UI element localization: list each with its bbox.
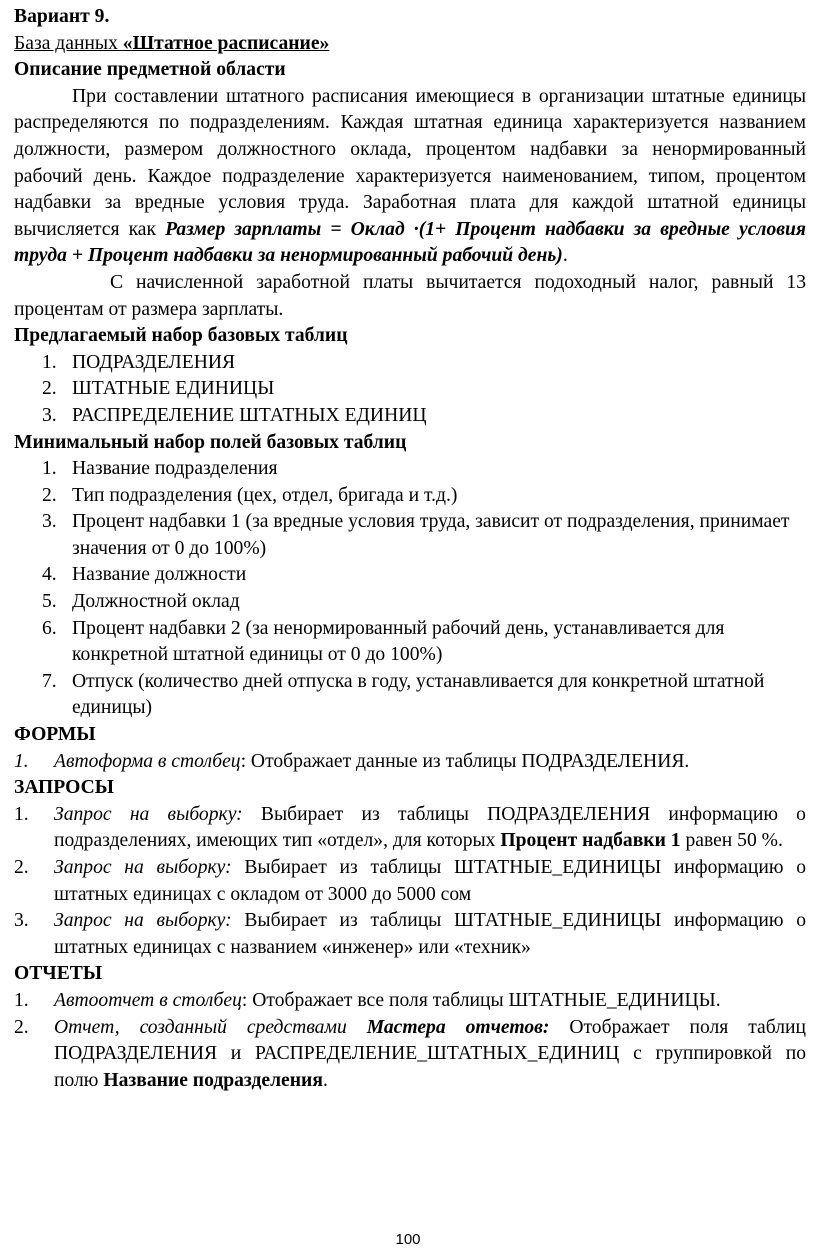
description-paragraph-1 (14, 84, 806, 270)
item-number: 3. (42, 404, 57, 426)
item-label-bold: Мастера отчетов: (366, 1016, 550, 1038)
list-item (14, 802, 806, 855)
item-text: ШТАТНЫЕ ЕДИНИЦЫ (72, 378, 275, 400)
item-label: Отчет, созданный средствами (54, 1016, 367, 1038)
list-item (14, 988, 806, 1015)
list-item (14, 616, 806, 669)
item-label: Автоотчет в столбец (54, 989, 242, 1011)
item-text: Отображает поля таблиц ПОДРАЗДЕЛЕНИЯ и РАСПРЕДЕЛЕНИЕ_ШТАТНЫХ_ЕДИНИЦ с группировкой по полю (54, 1016, 806, 1091)
list-item (14, 509, 806, 562)
item-number: 1. (14, 989, 29, 1011)
description-heading: Описание предметной области (14, 59, 286, 81)
item-number: 1. (14, 750, 29, 772)
item-text: Выбирает из таблицы ШТАТНЫЕ_ЕДИНИЦЫ информацию о штатных единицах с окладом от 3000 до 5000 сом (54, 857, 807, 905)
item-number: 3. (42, 511, 57, 533)
item-number: 6. (42, 617, 57, 639)
item-text: РАСПРЕДЕЛЕНИЕ ШТАТНЫХ ЕДИНИЦ (72, 404, 427, 426)
tables-heading: Предлагаемый набор базовых таблиц (14, 325, 348, 347)
item-number: 1. (42, 458, 57, 480)
item-tail: . (322, 1069, 328, 1091)
item-number: 4. (42, 564, 57, 586)
db-name: «Штатное расписание» (122, 32, 330, 54)
list-item (14, 589, 806, 616)
variant-title: Вариант 9. (14, 6, 110, 27)
list-item (14, 376, 806, 403)
db-prefix: База данных (14, 32, 123, 54)
item-label: Запрос на выборку: (54, 857, 232, 878)
item-bold: Процент надбавки 1 (500, 830, 681, 852)
list-item (14, 456, 806, 483)
salary-formula: Размер зарплаты = Оклад ·(1+ Процент надбавки за вредные условия труда + Процент надбавки за ненормированный рабочий день) (14, 218, 807, 267)
item-text: Выбирает из таблицы ПОДРАЗДЕЛЕНИЯ информацию о подразделениях, имеющих тип «отдел», для которых (54, 803, 806, 852)
database-title (14, 31, 806, 58)
item-number: 2. (14, 1016, 29, 1038)
item-number: 3. (14, 910, 29, 932)
forms-heading: ФОРМЫ (14, 724, 96, 746)
item-text: : Отображает все поля таблицы ШТАТНЫЕ_ЕДИНИЦЫ. (241, 989, 721, 1011)
list-item (14, 749, 806, 776)
item-text: Отпуск (количество дней отпуска в году, устанавливается для конкретной штатной единицы) (72, 670, 765, 719)
item-text: Название подразделения (72, 458, 278, 480)
item-label: Запрос на выборку: (54, 910, 232, 932)
description-end: . (562, 245, 568, 267)
item-text: Должностной оклад (72, 591, 240, 613)
fields-heading: Минимальный набор полей базовых таблиц (14, 431, 407, 453)
item-text: Выбирает из таблицы ШТАТНЫЕ_ЕДИНИЦЫ информацию о штатных единицах с названием «инженер» или «техник» (54, 910, 807, 958)
item-number: 5. (42, 591, 57, 613)
item-number: 1. (14, 803, 29, 825)
item-number: 7. (42, 670, 57, 692)
list-item (14, 562, 806, 589)
item-text: : Отображает данные из таблицы ПОДРАЗДЕЛЕНИЯ. (240, 750, 690, 772)
item-number: 2. (14, 857, 29, 878)
list-item (14, 403, 806, 430)
fields-list (14, 456, 806, 722)
item-label: Запрос на выборку: (54, 803, 243, 825)
tables-list (14, 350, 806, 430)
item-tail: равен 50 %. (680, 830, 783, 852)
description-text: При составлении штатного расписания имеющиеся в организации штатные единицы распределяются по подразделениям. Каждая штатная единица характеризуется названием должности, размером должностного оклада, процентом надбавки за ненормированный рабочий день. Каждое подразделение характеризуется наименованием, типом, процентом надбавки за вредные условия труда. Заработная плата для каждой штатной единицы вычисляется как (14, 85, 806, 240)
item-text: Процент надбавки 1 (за вредные условия труда, зависит от подразделения, принимает значения от 0 до 100%) (72, 511, 790, 559)
item-text: Процент надбавки 2 (за ненормированный рабочий день, устанавливается для конкретной штатной единицы от 0 до 100%) (72, 617, 725, 666)
reports-heading: ОТЧЕТЫ (14, 963, 103, 985)
list-item (14, 855, 806, 908)
list-item (14, 1015, 806, 1095)
item-bold: Название подразделения (103, 1069, 323, 1091)
queries-heading: ЗАПРОСЫ (14, 777, 114, 799)
item-number: 2. (42, 484, 57, 506)
list-item (14, 350, 806, 377)
queries-list (14, 802, 806, 962)
forms-list (14, 749, 806, 776)
item-text: ПОДРАЗДЕЛЕНИЯ (72, 351, 236, 373)
item-number: 2. (42, 378, 57, 400)
item-text: Название должности (72, 564, 247, 586)
reports-list (14, 988, 806, 1094)
document-page (14, 4, 806, 1094)
item-number: 1. (42, 351, 57, 373)
list-item (14, 908, 806, 961)
list-item (14, 669, 806, 722)
page-number: 100 (395, 1231, 421, 1248)
description-paragraph-2: С начисленной заработной платы вычитается подоходный налог, равный 13 процентам от размера зарплаты. (14, 271, 806, 320)
item-label: Автоформа в столбец (54, 750, 241, 772)
item-text: Тип подразделения (цех, отдел, бригада и т.д.) (72, 484, 458, 506)
list-item (14, 483, 806, 510)
